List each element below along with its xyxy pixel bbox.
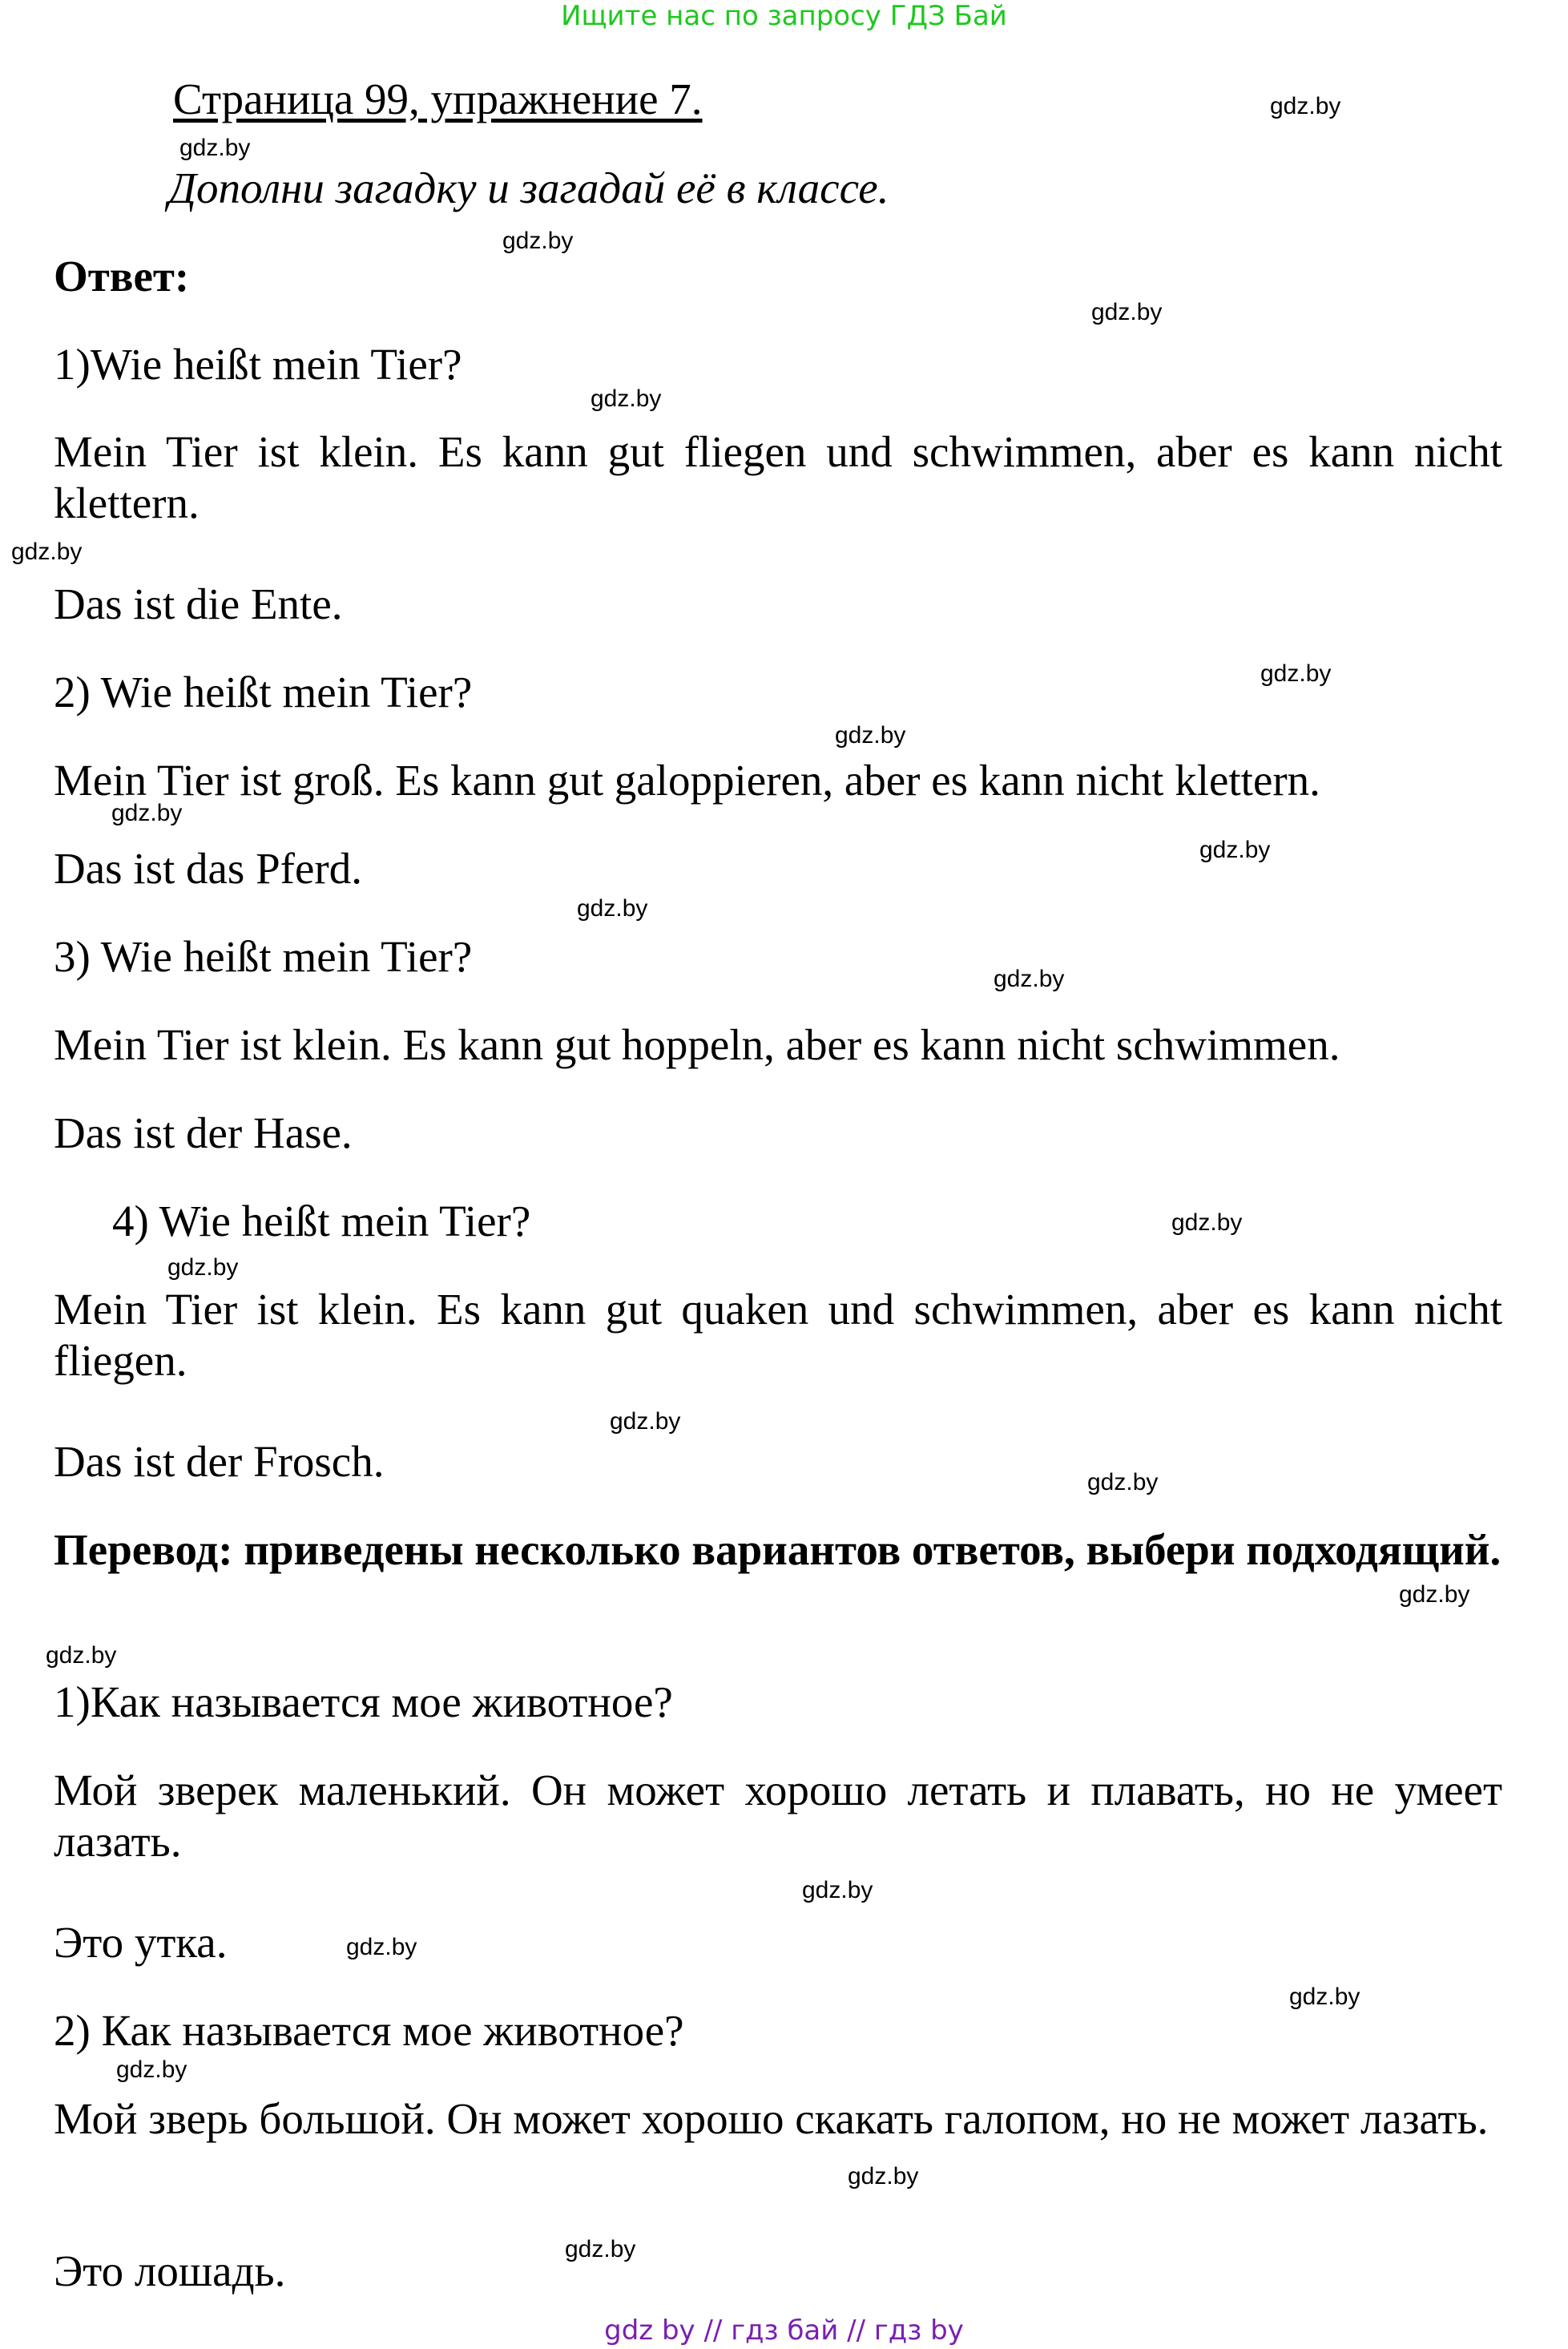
riddle-description: Mein Tier ist groß. Es kann gut galoppieren, aber es kann nicht klettern. <box>54 756 1320 805</box>
watermark: gdz.by <box>167 1254 239 1281</box>
watermark: gdz.by <box>848 2163 919 2190</box>
watermark: gdz.by <box>802 1877 873 1903</box>
watermark: gdz.by <box>46 1642 117 1669</box>
watermark: gdz.by <box>1091 299 1163 325</box>
watermark: gdz.by <box>179 135 251 161</box>
watermark: gdz.by <box>591 385 662 412</box>
task-text: Дополни загадку и загадай её в классе. <box>168 163 889 212</box>
translation-label: Перевод: приведены несколько вариантов ответов, выбери подходящий. <box>54 1525 1501 1574</box>
top-banner[interactable]: Ищите нас по запросу ГДЗ Бай <box>561 0 1007 32</box>
riddle-question: 4) Wie heißt mein Tier? <box>112 1197 531 1245</box>
watermark: gdz.by <box>1087 1469 1159 1495</box>
watermark: gdz.by <box>1260 660 1332 687</box>
riddle-description: Mein Tier ist klein. Es kann gut quaken und schwimmen, aber es kann nicht fliegen. <box>54 1285 1502 1385</box>
watermark: gdz.by <box>610 1408 681 1435</box>
watermark: gdz.by <box>11 539 83 565</box>
answer-label: Ответ: <box>54 252 190 301</box>
watermark: gdz.by <box>1399 1581 1470 1608</box>
riddle-description: Mein Tier ist klein. Es kann gut hoppeln, aber es kann nicht schwimmen. <box>54 1020 1340 1069</box>
translation-question: 2) Как называется мое животное? <box>54 2006 684 2055</box>
watermark: gdz.by <box>1289 1984 1360 2010</box>
riddle-answer: Das ist der Hase. <box>54 1108 353 1157</box>
watermark: gdz.by <box>577 895 648 922</box>
page-title: Страница 99, упражнение 7. <box>173 75 703 123</box>
watermark: gdz.by <box>835 722 906 749</box>
translation-answer: Это лошадь. <box>54 2246 286 2295</box>
riddle-question: 3) Wie heißt mein Tier? <box>54 932 473 981</box>
watermark: gdz.by <box>346 1934 417 1960</box>
translation-answer: Это утка. <box>54 1918 228 1967</box>
riddle-answer: Das ist das Pferd. <box>54 844 362 893</box>
watermark: gdz.by <box>502 228 574 254</box>
riddle-question: 1)Wie heißt mein Tier? <box>54 340 462 389</box>
translation-question: 1)Как называется мое животное? <box>54 1677 673 1726</box>
footer-links[interactable]: gdz by // гдз бай // гдз by <box>604 2315 964 2347</box>
watermark: gdz.by <box>116 2056 187 2083</box>
watermark: gdz.by <box>1270 93 1341 119</box>
watermark: gdz.by <box>1199 837 1271 863</box>
watermark: gdz.by <box>994 966 1065 992</box>
translation-description: Мой зверь большой. Он может хорошо скакать галопом, но не может лазать. <box>54 2094 1489 2143</box>
watermark: gdz.by <box>565 2236 636 2262</box>
riddle-question: 2) Wie heißt mein Tier? <box>54 668 473 716</box>
watermark: gdz.by <box>1171 1209 1243 1236</box>
watermark: gdz.by <box>111 800 183 826</box>
riddle-description: Mein Tier ist klein. Es kann gut fliegen und schwimmen, aber es kann nicht klettern. <box>54 427 1502 527</box>
riddle-answer: Das ist die Ente. <box>54 579 343 628</box>
riddle-answer: Das ist der Frosch. <box>54 1437 385 1486</box>
translation-description: Мой зверек маленький. Он может хорошо летать и плавать, но не умеет лазать. <box>54 1766 1502 1866</box>
